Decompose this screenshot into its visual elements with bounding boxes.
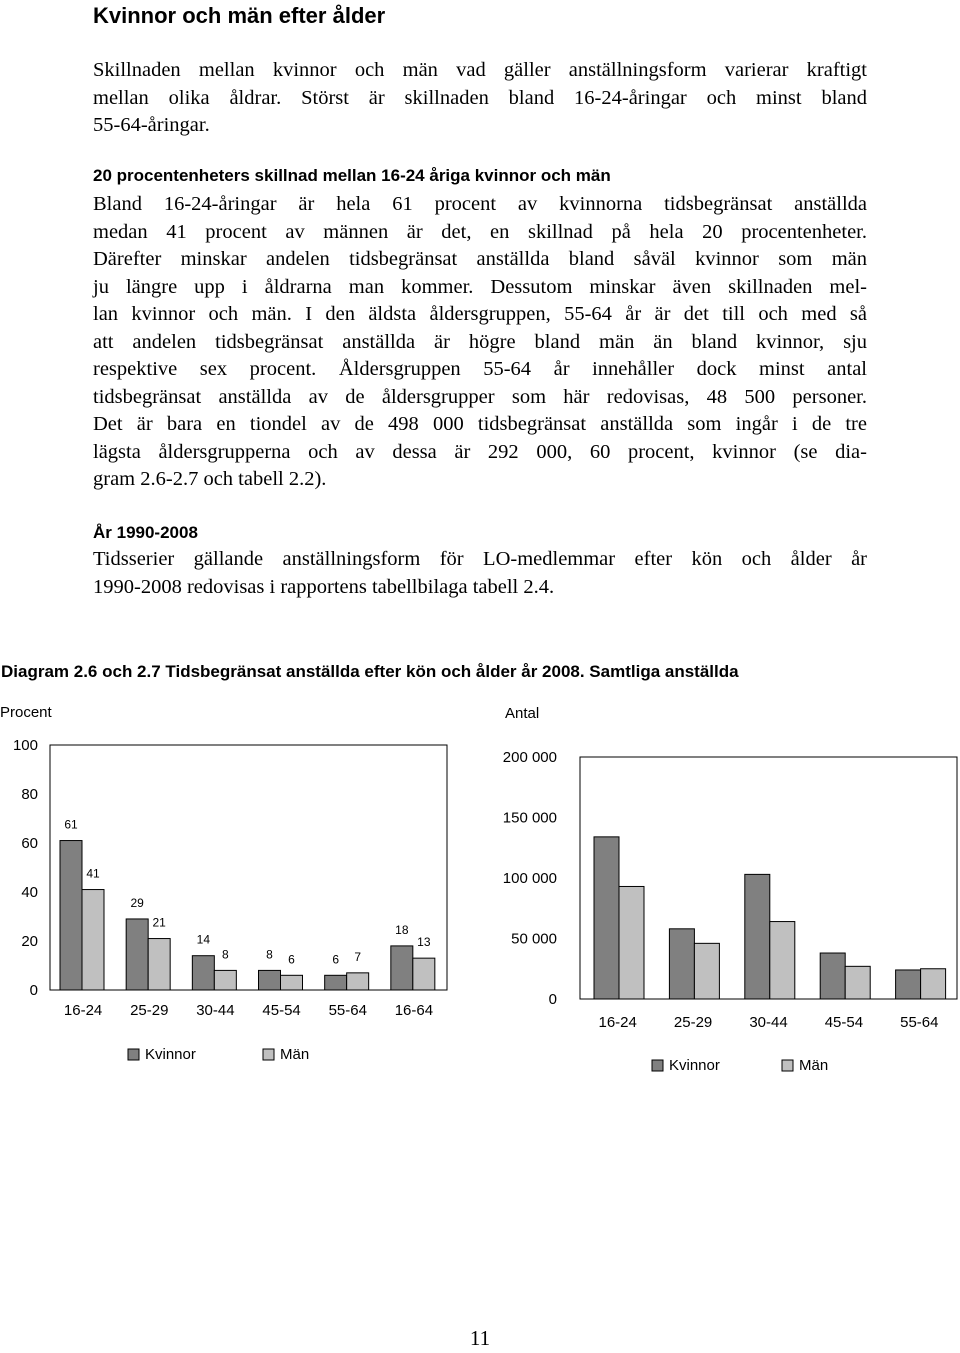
section-paragraph-skillnad bbox=[93, 191, 867, 494]
x-tick-label: 25-29 bbox=[130, 1002, 169, 1019]
bar-kvinnor bbox=[669, 929, 694, 999]
diagram-title: Diagram 2.6 och 2.7 Tidsbegränsat anställda efter kön och ålder år 2008. Samtliga anställda bbox=[1, 662, 739, 681]
bar-kvinnor bbox=[60, 841, 82, 990]
legend-swatch-man bbox=[782, 1060, 793, 1071]
bar-kvinnor bbox=[126, 919, 148, 990]
data-label: 13 bbox=[417, 935, 431, 950]
section-paragraph-tidsserier bbox=[93, 546, 867, 601]
y-tick-label: 80 bbox=[21, 786, 38, 803]
data-label: 21 bbox=[152, 915, 166, 930]
x-tick-label: 16-64 bbox=[394, 1002, 434, 1019]
x-tick-label: 55-64 bbox=[900, 1014, 939, 1031]
x-tick-label: 16-24 bbox=[598, 1014, 637, 1031]
bar-kvinnor bbox=[391, 946, 413, 990]
y-tick-label: 200 000 bbox=[502, 749, 557, 766]
x-tick-label: 25-29 bbox=[673, 1014, 713, 1031]
paragraph-line: 1990-2008 redovisas i rapportens tabellbilaga tabell 2.4. bbox=[93, 575, 555, 598]
legend-label-man: Män bbox=[280, 1046, 310, 1063]
chart-percent-by-age bbox=[0, 690, 480, 1080]
x-tick-label: 55-64 bbox=[328, 1002, 367, 1019]
x-tick-label: 30-44 bbox=[196, 1002, 235, 1019]
bar-man bbox=[214, 970, 236, 990]
data-label: 8 bbox=[221, 947, 229, 962]
bar-man bbox=[921, 969, 946, 999]
x-tick-label: 45-54 bbox=[824, 1014, 864, 1031]
data-label: 7 bbox=[354, 949, 362, 964]
plot-area-frame bbox=[50, 745, 447, 990]
section-heading-tidsserier: År 1990-2008 bbox=[93, 523, 198, 542]
paragraph-line: tidsbegränsat anställda av de åldersgrupper som här redovisas, 48 500 personer. bbox=[93, 385, 867, 408]
bar-kvinnor bbox=[325, 975, 347, 990]
x-tick-label: 30-44 bbox=[749, 1014, 788, 1031]
y-axis-title: Procent bbox=[0, 704, 52, 721]
legend-label-kvinnor: Kvinnor bbox=[145, 1046, 196, 1063]
data-label: 8 bbox=[266, 947, 273, 962]
legend-label-man: Män bbox=[799, 1057, 829, 1074]
y-tick-label: 100 000 bbox=[502, 870, 557, 887]
bar-man bbox=[770, 922, 795, 999]
data-label: 6 bbox=[288, 952, 295, 967]
bar-man bbox=[82, 890, 104, 990]
y-tick-label: 0 bbox=[29, 982, 38, 999]
y-axis-title: Antal bbox=[505, 705, 540, 722]
intro-line: 55-64-åringar. bbox=[93, 114, 210, 136]
bar-man bbox=[281, 975, 303, 990]
data-label: 61 bbox=[64, 817, 78, 832]
bar-kvinnor bbox=[594, 837, 619, 999]
x-tick-label: 45-54 bbox=[262, 1002, 301, 1019]
x-tick-label: 16-24 bbox=[63, 1002, 103, 1019]
paragraph-line: Tidsserier gällande anställningsform för LO-medlemmar efter kön och ålder år bbox=[93, 548, 867, 570]
bar-kvinnor bbox=[820, 953, 845, 999]
bar-kvinnor bbox=[259, 970, 281, 990]
data-label: 29 bbox=[130, 895, 144, 910]
intro-paragraph bbox=[93, 57, 867, 140]
data-label: 14 bbox=[196, 932, 211, 947]
page-heading: Kvinnor och män efter ålder bbox=[93, 3, 386, 28]
bar-man bbox=[413, 958, 435, 990]
y-tick-label: 150 000 bbox=[502, 809, 557, 827]
paragraph-line: Därefter minskar andelen tidsbegränsat anställda bland såväl kvinnor som män bbox=[93, 248, 867, 270]
chart-count-by-age bbox=[480, 690, 960, 1090]
paragraph-line: Bland 16-24-åringar är hela 61 procent av kvinnorna tidsbegränsat anställda bbox=[93, 193, 867, 215]
y-tick-label: 50 000 bbox=[511, 930, 557, 948]
bar-kvinnor bbox=[745, 874, 770, 999]
intro-line: mellan olika åldrar. Störst är skillnaden bland 16-24-åringar och minst bland bbox=[93, 86, 867, 109]
paragraph-line: lägsta åldersgrupperna och av dessa är 292 000, 60 procent, kvinnor (se dia- bbox=[93, 440, 867, 463]
data-label: 6 bbox=[332, 952, 340, 967]
legend-swatch-kvinnor bbox=[652, 1060, 663, 1071]
paragraph-line: att andelen tidsbegränsat anställda är högre bland män än bland kvinnor, sju bbox=[93, 330, 867, 353]
y-tick-label: 40 bbox=[21, 884, 38, 901]
paragraph-line: gram 2.6-2.7 och tabell 2.2). bbox=[93, 468, 327, 490]
paragraph-line: Det är bara en tiondel av de 498 000 tidsbegränsat anställda som ingår i de tre bbox=[93, 413, 867, 435]
paragraph-line: ju längre upp i åldrarna man kommer. Dessutom minskar även skillnaden mel- bbox=[93, 275, 867, 298]
y-tick-label: 20 bbox=[21, 933, 38, 950]
paragraph-line: lan kvinnor och män. I den äldsta åldersgruppen, 55-64 år är det till och med så bbox=[93, 303, 867, 325]
legend-swatch-kvinnor bbox=[128, 1049, 139, 1060]
bar-man bbox=[148, 939, 170, 990]
y-tick-label: 100 bbox=[12, 737, 38, 754]
bar-man bbox=[347, 973, 369, 990]
paragraph-line: medan 41 procent av männen är det, en skillnad på hela 20 procentenheter. bbox=[93, 220, 867, 243]
legend-label-kvinnor: Kvinnor bbox=[669, 1057, 720, 1074]
data-label: 18 bbox=[395, 922, 409, 937]
data-label: 41 bbox=[86, 866, 100, 881]
y-tick-label: 60 bbox=[21, 835, 38, 852]
legend-swatch-man bbox=[263, 1049, 274, 1060]
paragraph-line: respektive sex procent. Åldersgruppen 55-64 år innehåller dock minst antal bbox=[93, 358, 867, 380]
bar-man bbox=[845, 966, 870, 999]
bar-kvinnor bbox=[192, 956, 214, 990]
bar-man bbox=[694, 943, 719, 999]
bar-kvinnor bbox=[896, 970, 921, 999]
page-number: 11 bbox=[469, 1326, 491, 1350]
intro-line: Skillnaden mellan kvinnor och män vad gäller anställningsform varierar kraftigt bbox=[93, 59, 867, 81]
y-tick-label: 0 bbox=[548, 991, 557, 1008]
bar-man bbox=[619, 886, 644, 999]
section-heading-skillnad: 20 procentenheters skillnad mellan 16-24 åriga kvinnor och män bbox=[93, 166, 611, 185]
